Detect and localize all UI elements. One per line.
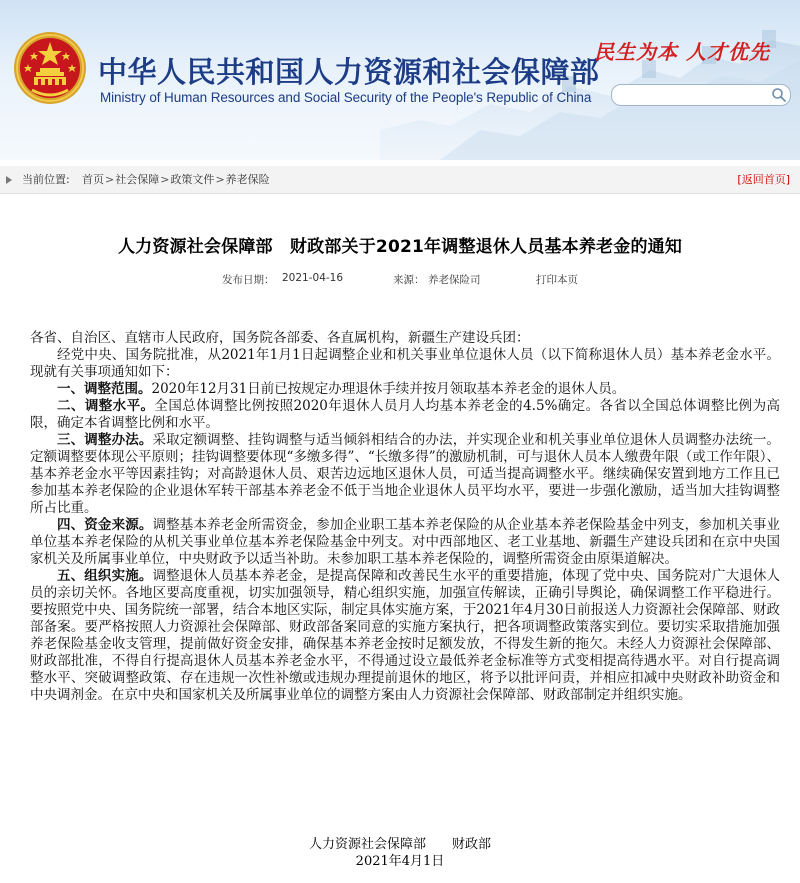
source-value: 养老保险司 bbox=[428, 274, 481, 286]
breadcrumb-trail bbox=[82, 166, 270, 194]
section-text: 采取定额调整、挂钩调整与适当倾斜相结合的办法，并实现企业和机关事业单位退休人员调整办法统一。定额调整要体现公平原则；挂钩调整要体现“多缴多得”、“长缴多得”的激励机制，可与退休人员本人缴费年限（或工作年限）、基本养老金水平等因素挂钩；对高龄退休人员、艰苦边远地区退休人员，可适当提高调整水平。继续确保安置到地方工作且已参加基本养老保险的企业退休军转干部基本养老金不低于当地企业退休人员平均水平，要进一步强化激励，适当加大挂钩调整所占比重。 bbox=[30, 432, 781, 516]
section-text: 调整基本养老金所需资金，参加企业职工基本养老保险的从企业基本养老保险基金中列支，参加机关事业单位基本养老保险的从机关事业单位基本养老保险基金中列支。对中西部地区、老工业基地、新疆生产建设兵团和在京中央国家机关及所属事业单位，中央财政予以适当补助。未参加职工基本养老保险的，调整所需资金由原渠道解决。 bbox=[30, 517, 781, 567]
section-paragraph bbox=[30, 517, 780, 568]
breadcrumb-item-social-security[interactable]: 社会保障 bbox=[115, 173, 160, 186]
source-label: 来源： bbox=[393, 274, 425, 286]
site-title: 中华人民共和国人力资源和社会保障部 bbox=[98, 55, 600, 89]
salutation: 各省、自治区、直辖市人民政府，国务院各部委、各直属机构，新疆生产建设兵团： bbox=[30, 330, 530, 346]
section-text: 2020年12月31日前已按规定办理退休手续并按月领取基本养老金的退休人员。 bbox=[151, 381, 626, 397]
site-header bbox=[0, 0, 800, 160]
section-paragraph bbox=[30, 432, 780, 517]
breadcrumb-item-policy-docs[interactable]: 政策文件 bbox=[170, 173, 215, 186]
breadcrumb-item-pension[interactable]: 养老保险 bbox=[225, 173, 270, 186]
breadcrumb-separator: > bbox=[215, 173, 225, 186]
search-box bbox=[611, 84, 791, 106]
section-paragraph bbox=[30, 381, 780, 398]
section-heading: 四、资金来源。 bbox=[57, 517, 153, 533]
back-home-link[interactable]: [返回首页] bbox=[737, 173, 790, 186]
intro-paragraph: 经党中央、国务院批准，从2021年1月1日起调整企业和机关事业单位退休人员（以下简称退休人员）基本养老金水平。现就有关事项通知如下： bbox=[30, 347, 780, 380]
national-emblem-icon bbox=[12, 30, 88, 106]
sign-date: 2021年4月1日 bbox=[355, 854, 445, 869]
article-title: 人力资源社会保障部 财政部关于2021年调整退休人员基本养老金的通知 bbox=[117, 237, 683, 257]
breadcrumb-label: 当前位置: bbox=[22, 173, 70, 186]
breadcrumb-item-home[interactable]: 首页 bbox=[82, 173, 104, 186]
breadcrumb-separator: > bbox=[105, 173, 115, 186]
section-heading: 三、调整办法。 bbox=[57, 432, 153, 448]
article-body bbox=[30, 330, 780, 704]
print-page-link[interactable]: 打印本页 bbox=[536, 274, 578, 286]
article-meta bbox=[0, 272, 800, 288]
section-paragraph bbox=[30, 398, 780, 432]
breadcrumb-separator: > bbox=[160, 173, 170, 186]
signature-block bbox=[0, 836, 800, 870]
search-icon[interactable] bbox=[770, 87, 788, 103]
section-paragraph bbox=[30, 568, 780, 704]
signatory: 人力资源社会保障部 财政部 bbox=[308, 837, 491, 852]
breadcrumb bbox=[0, 166, 800, 194]
section-heading: 二、调整水平。 bbox=[57, 398, 155, 414]
publish-date: 2021-04-16 bbox=[282, 272, 344, 284]
site-title-english: Ministry of Human Resources and Social Security of the People's Republic of China bbox=[100, 90, 592, 105]
section-heading: 一、调整范围。 bbox=[57, 381, 152, 397]
section-text: 调整退休人员基本养老金，是提高保障和改善民生水平的重要措施，体现了党中央、国务院对广大退休人员的亲切关怀。各地区要高度重视，切实加强领导，精心组织实施，加强宣传解读，正确引导舆论，确保调整工作平稳进行。要按照党中央、国务院统一部署，结合本地区实际，制定具体实施方案，于2021年4月30日前报送人力资源社会保障部、财政部备案。要严格按照人力资源社会保障部、财政部备案同意的实施方案执行，把各项调整政策落实到位。要切实采取措施加强养老保险基金收支管理，提前做好资金安排，确保基本养老金按时足额发放，不得发生新的拖欠。未经人力资源社会保障部、财政部批准，不得自行提高退休人员基本养老金水平，不得通过设立最低养老金标准等方式变相提高待遇水平。对自行提高调整水平、突破调整政策、存在违规一次性补缴或违规办理提前退休的地区，将予以批评问责，并相应扣减中央财政补助资金和中央调剂金。在京中央和国家机关及所属事业单位的调整方案由人力资源社会保障部、财政部制定并组织实施。 bbox=[30, 568, 781, 703]
site-slogan: 民生为本 人才优先 bbox=[594, 40, 770, 64]
arrow-right-icon bbox=[6, 176, 12, 184]
search-input[interactable] bbox=[620, 87, 750, 103]
section-text: 全国总体调整比例按照2020年退休人员月人均基本养老金的4.5%确定。各省以全国总体调整比例为高限，确定本省调整比例和水平。 bbox=[30, 398, 781, 431]
publish-date-label: 发布日期： bbox=[222, 274, 275, 286]
section-heading: 五、组织实施。 bbox=[57, 568, 153, 584]
